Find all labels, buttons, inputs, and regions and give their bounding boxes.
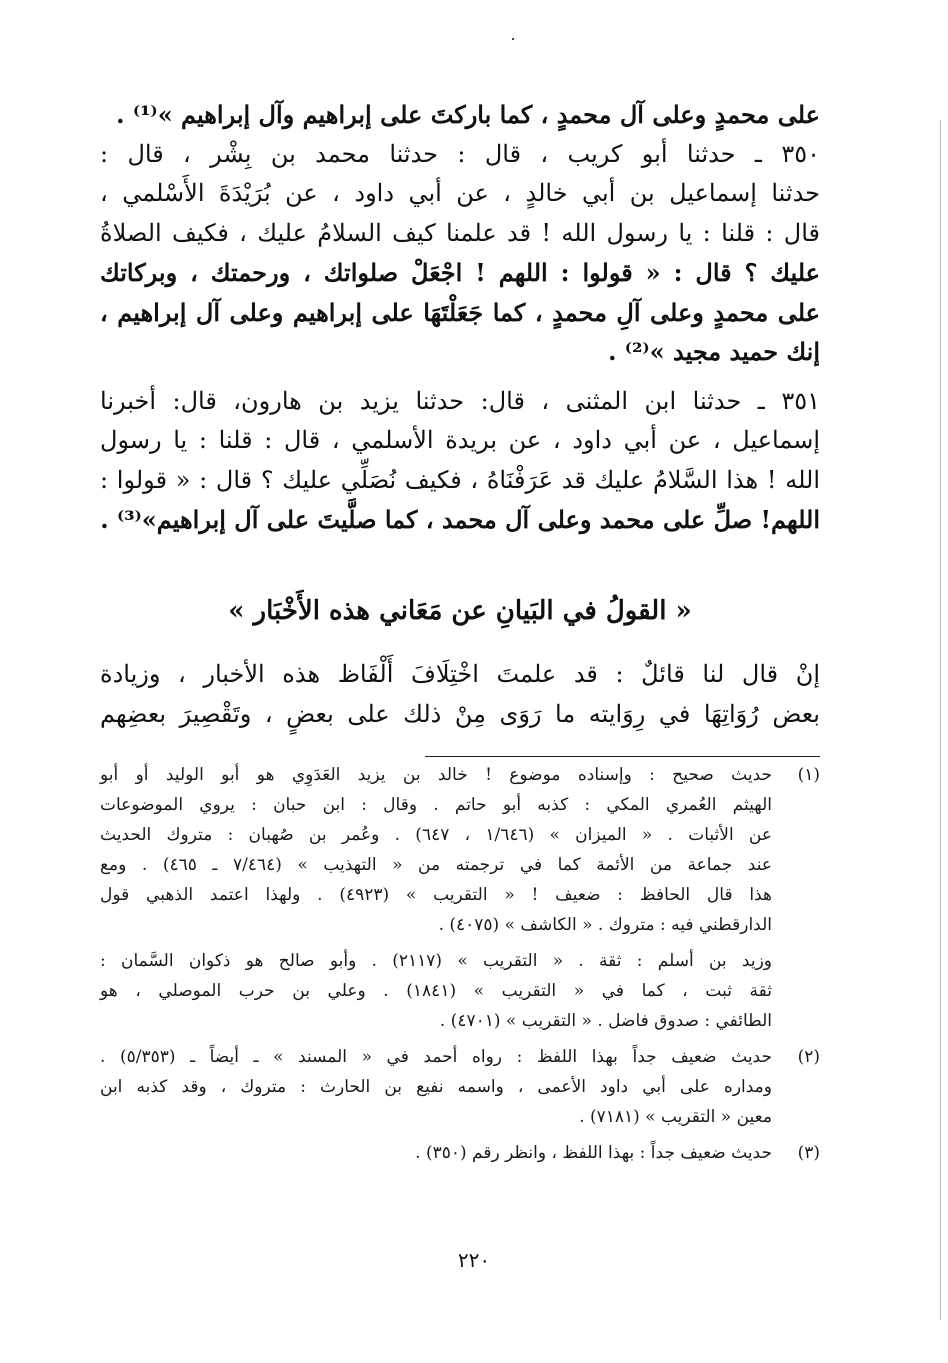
footnote-line: عن الأثبات . « الميزان » (١/٦٤٦ ، ٦٤٧) . وعُمر بن صُهبان : متروك الحديث	[100, 825, 773, 845]
discussion-line: إنْ قال لنا قائلٌ : قد علمتَ اخْتِلَافَ أَلْفَاظ هذه الأخبار ، وزيادة	[100, 660, 820, 688]
discussion-text	[100, 655, 820, 734]
footnote-line: ومداره على أبي داود الأعمى ، واسمه نفيع بن الحارث : متروك ، وقد كذبه ابن	[100, 1077, 772, 1097]
discussion-line: بعض رُوَاتِهَا في رِوَايته ما رَوَى مِنْ ذلك على بعضٍ ، وتَقْصِيرَ بعضِهم	[100, 699, 820, 728]
footnote-3	[100, 1138, 820, 1168]
footnote-line: حديث ضعيف جداً : بهذا اللفظ ، وانظر رقم (٣٥٠) .	[415, 1143, 772, 1163]
hadith-350-line: عليك ؟ قال : « قولوا : اللهم ! اجْعَلْ صلواتك ، ورحمتك ، وبركاتك	[100, 258, 820, 287]
footnote-line: معين « التقريب » (٧١٨١) .	[579, 1107, 772, 1127]
footnote-number: (٣)	[797, 1143, 820, 1163]
footnotes	[100, 760, 820, 1168]
footnote-1	[100, 760, 820, 1036]
footnote-line: هذا قال الحافظ : ضعيف ! « التقريب » (٤٩٢٣) . ولهذا اعتمد الذهبي قول	[100, 885, 772, 905]
main-text	[100, 95, 820, 540]
footnote-number: (١)	[797, 765, 820, 785]
hadith-350-line: على محمدٍ وعلى آلِ محمدٍ ، كما جَعَلْتَهَا على إبراهيم وعلى آل إبراهيم ،	[100, 297, 820, 327]
footnote-2	[100, 1042, 820, 1132]
hadith-350-line: حدثنا إسماعيل بن أبي خالدٍ ، عن أبي داود ، عن بُرَيْدَةَ الأَسْلمي ،	[100, 179, 820, 207]
footnote-line: وزيد بن أسلم : ثقة . « التقريب » (٢١١٧) . وأبو صالح هو ذكوان السَّمان :	[100, 951, 772, 971]
hadith-350-line: إنك حميد مجيد »⁽²⁾ .	[608, 337, 820, 366]
hadith-351-line: الله ! هذا السَّلامُ عليك قد عَرَفْنَاهُ ، فكيف نُصَلِّي عليك ؟ قال : « قولوا :	[100, 465, 820, 494]
footnote-line: الهيثم العُمري المكي : كذبه أبو حاتم . وقال : ابن حبان : يروي الموضوعات	[100, 795, 772, 815]
footnote-number: (٢)	[797, 1047, 820, 1067]
footnote-line: الطائفي : صدوق فاضل . « التقريب » (٤٧٠١) .	[439, 1011, 772, 1031]
footnote-line: عند جماعة من الأئمة كما في ترجمته من « التهذيب » (٧/٤٦٤ ـ ٤٦٥) . ومع	[100, 855, 773, 875]
footnote-line: حديث ضعيف جداً بهذا اللفظ : رواه أحمد في « المسند » ـ أيضاً ـ (٥/٣٥٣) .	[100, 1047, 772, 1067]
section-heading: « القولُ في البَيانِ عن مَعَاني هذه الأَخْبَار »	[228, 596, 692, 626]
hadith-351-line: إسماعيل ، عن أبي داود ، عن بريدة الأسلمي ، قال : قلنا : يا رسول	[100, 426, 820, 454]
hadith-350-line: قال : قلنا : يا رسول الله ! قد علمنا كيف السلامُ عليك ، فكيف الصلاةُ	[100, 218, 820, 247]
footnote-line: حديث صحيح : وإسناده موضوع ! خالد بن يزيد العَدَوِي هو أبو الوليد أو أبو	[100, 765, 772, 785]
hadith-350-line: ٣٥٠ ـ حدثنا أبو كريب ، قال : حدثنا محمد بن بِشْر ، قال :	[100, 139, 820, 168]
footnote-separator	[425, 756, 820, 757]
hadith-349-ending: على محمدٍ وعلى آل محمدٍ ، كما باركتَ على إبراهيم وآل إبراهيم »⁽¹⁾ .	[116, 100, 820, 129]
hadith-351-line: اللهم! صلِّ على محمد وعلى آل محمد ، كما صلَّيتَ على آل إبراهيم»⁽³⁾ .	[100, 505, 820, 534]
hadith-351-line: ٣٥١ ـ حدثنا ابن المثنى ، قال: حدثنا يزيد بن هارون، قال: أخبرنا	[100, 386, 820, 415]
scan-artifact	[940, 120, 941, 1320]
scan-artifact	[512, 38, 514, 40]
page-number: ٢٢٠	[457, 1248, 491, 1272]
footnote-line: ثقة ثبت ، كما في « التقريب » (١٨٤١) . وعلي بن حرب الموصلي ، هو	[100, 981, 772, 1001]
footnote-line: الدارقطني فيه : متروك . « الكاشف » (٤٠٧٥) .	[438, 915, 772, 935]
